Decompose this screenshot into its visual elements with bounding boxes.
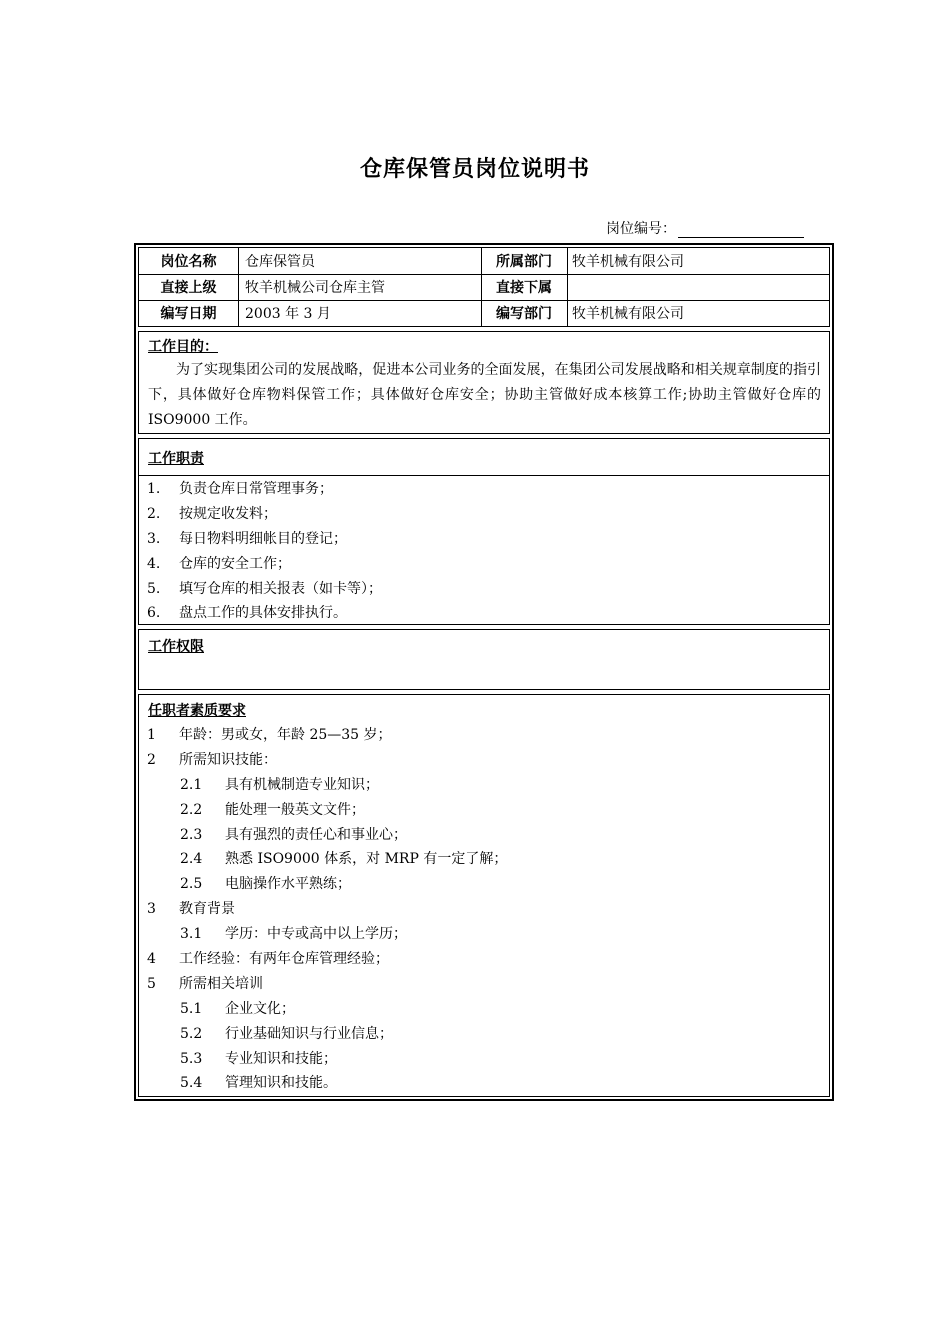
list-item-text: 专业知识和技能；	[225, 1050, 337, 1067]
value-compile-department: 牧羊机械有限公司	[572, 306, 684, 322]
list-item-text: 行业基础知识与行业信息；	[225, 1025, 393, 1042]
duties-divider	[139, 475, 829, 476]
section-work-purpose	[138, 331, 830, 434]
post-number-label: 岗位编号：	[606, 221, 676, 237]
list-item-text: 具有强烈的责任心和事业心；	[225, 826, 407, 843]
list-item-text: 按规定收发料；	[179, 505, 277, 522]
list-item	[147, 798, 821, 823]
section-requirements	[138, 694, 830, 1097]
list-item	[147, 748, 821, 773]
list-item-number: 4	[147, 951, 156, 968]
list-item	[147, 847, 821, 872]
list-item-text: 盘点工作的具体安排执行。	[179, 605, 347, 622]
list-item	[147, 723, 821, 748]
list-item-number: 2.2	[180, 801, 203, 818]
list-item-text: 学历：中专或高中以上学历；	[225, 926, 407, 943]
list-item	[147, 947, 821, 972]
value-direct-superior: 牧羊机械公司仓库主管	[245, 280, 385, 296]
list-item-number: 5.1	[180, 1000, 203, 1017]
section-work-duties	[138, 438, 830, 625]
list-item-text: 教育背景	[179, 901, 235, 918]
info-col-divider	[567, 248, 568, 326]
list-item-number: 3.1	[180, 926, 203, 943]
duties-list	[147, 477, 821, 626]
value-compile-date: 2003 年 3 月	[245, 306, 331, 322]
list-item	[147, 1071, 821, 1096]
list-item-number: 2.3	[180, 826, 203, 843]
list-item	[147, 477, 821, 502]
list-item-number: 6.	[147, 605, 161, 622]
info-col-divider	[238, 248, 239, 326]
list-item-number: 3.	[147, 530, 161, 547]
list-item	[147, 601, 821, 626]
value-department: 牧羊机械有限公司	[572, 254, 684, 270]
work-authority-heading: 工作权限	[148, 639, 204, 655]
label-compile-department: 编写部门	[496, 306, 552, 322]
list-item-text: 每日物料明细帐目的登记；	[179, 530, 347, 547]
work-purpose-heading: 工作目的：	[148, 339, 218, 355]
list-item-number: 1.	[147, 481, 161, 497]
label-compile-date: 编写日期	[160, 306, 217, 322]
list-item	[147, 552, 821, 577]
info-table	[138, 247, 830, 327]
section-work-authority	[138, 629, 830, 690]
list-item	[147, 897, 821, 922]
list-item	[147, 577, 821, 602]
list-item-number: 5	[147, 975, 156, 992]
post-number-blank-line	[678, 223, 804, 238]
list-item-number: 3	[147, 901, 156, 918]
value-post-name: 仓库保管员	[245, 254, 315, 270]
list-item-text: 工作经验：有两年仓库管理经验；	[179, 951, 389, 968]
list-item	[147, 823, 821, 848]
list-item-text: 管理知识和技能。	[225, 1075, 337, 1092]
list-item-number: 5.3	[180, 1050, 203, 1067]
list-item-number: 2	[147, 751, 156, 768]
list-item-number: 5.2	[180, 1025, 203, 1042]
list-item-text: 仓库的安全工作；	[179, 555, 291, 572]
work-purpose-text: 为了实现集团公司的发展战略，促进本公司业务的全面发展，在集团公司发展战略和相关规章制度的指引下，具体做好仓库物料保管工作；具体做好仓库安全；协助主管做好成本核算工作;协助主管做好仓库的 ISO9000 工作。	[148, 362, 821, 428]
list-item-text: 填写仓库的相关报表（如卡等）；	[179, 580, 382, 597]
list-item-number: 5.	[147, 580, 161, 597]
list-item	[147, 773, 821, 798]
label-direct-superior: 直接上级	[160, 280, 217, 296]
list-item	[147, 872, 821, 897]
list-item-number: 2.4	[180, 851, 203, 868]
list-item	[147, 997, 821, 1022]
list-item	[147, 1022, 821, 1047]
label-department: 所属部门	[496, 254, 552, 270]
list-item-text: 能处理一般英文文件；	[225, 801, 365, 818]
list-item-number: 2.5	[180, 876, 203, 893]
info-row-divider	[139, 274, 829, 275]
post-number-field	[606, 218, 804, 238]
list-item-text: 所需知识技能：	[179, 751, 277, 768]
requirements-list	[147, 723, 821, 1096]
list-item-text: 电脑操作水平熟练；	[225, 876, 351, 893]
list-item	[147, 1047, 821, 1072]
list-item-number: 2.	[147, 505, 161, 522]
list-item	[147, 502, 821, 527]
work-duties-heading: 工作职责	[148, 451, 204, 467]
list-item-number: 4.	[147, 555, 161, 572]
list-item-text: 企业文化；	[225, 1000, 295, 1017]
label-post-name: 岗位名称	[160, 254, 217, 270]
list-item-number: 2.1	[180, 776, 203, 793]
list-item-number: 5.4	[180, 1075, 203, 1092]
document-title: 仓库保管员岗位说明书	[359, 157, 590, 182]
list-item-number: 1	[147, 727, 156, 743]
label-direct-subordinate: 直接下属	[496, 280, 552, 296]
list-item	[147, 922, 821, 947]
info-row-divider	[139, 300, 829, 301]
list-item-text: 年龄：男或女，年龄 25—35 岁；	[179, 727, 392, 743]
requirements-heading: 任职者素质要求	[148, 703, 246, 719]
list-item-text: 熟悉 ISO9000 体系，对 MRP 有一定了解；	[225, 851, 508, 868]
list-item	[147, 972, 821, 997]
list-item-text: 具有机械制造专业知识；	[225, 776, 379, 793]
list-item-text: 负责仓库日常管理事务；	[179, 481, 333, 497]
list-item-text: 所需相关培训	[179, 975, 263, 992]
list-item	[147, 527, 821, 552]
